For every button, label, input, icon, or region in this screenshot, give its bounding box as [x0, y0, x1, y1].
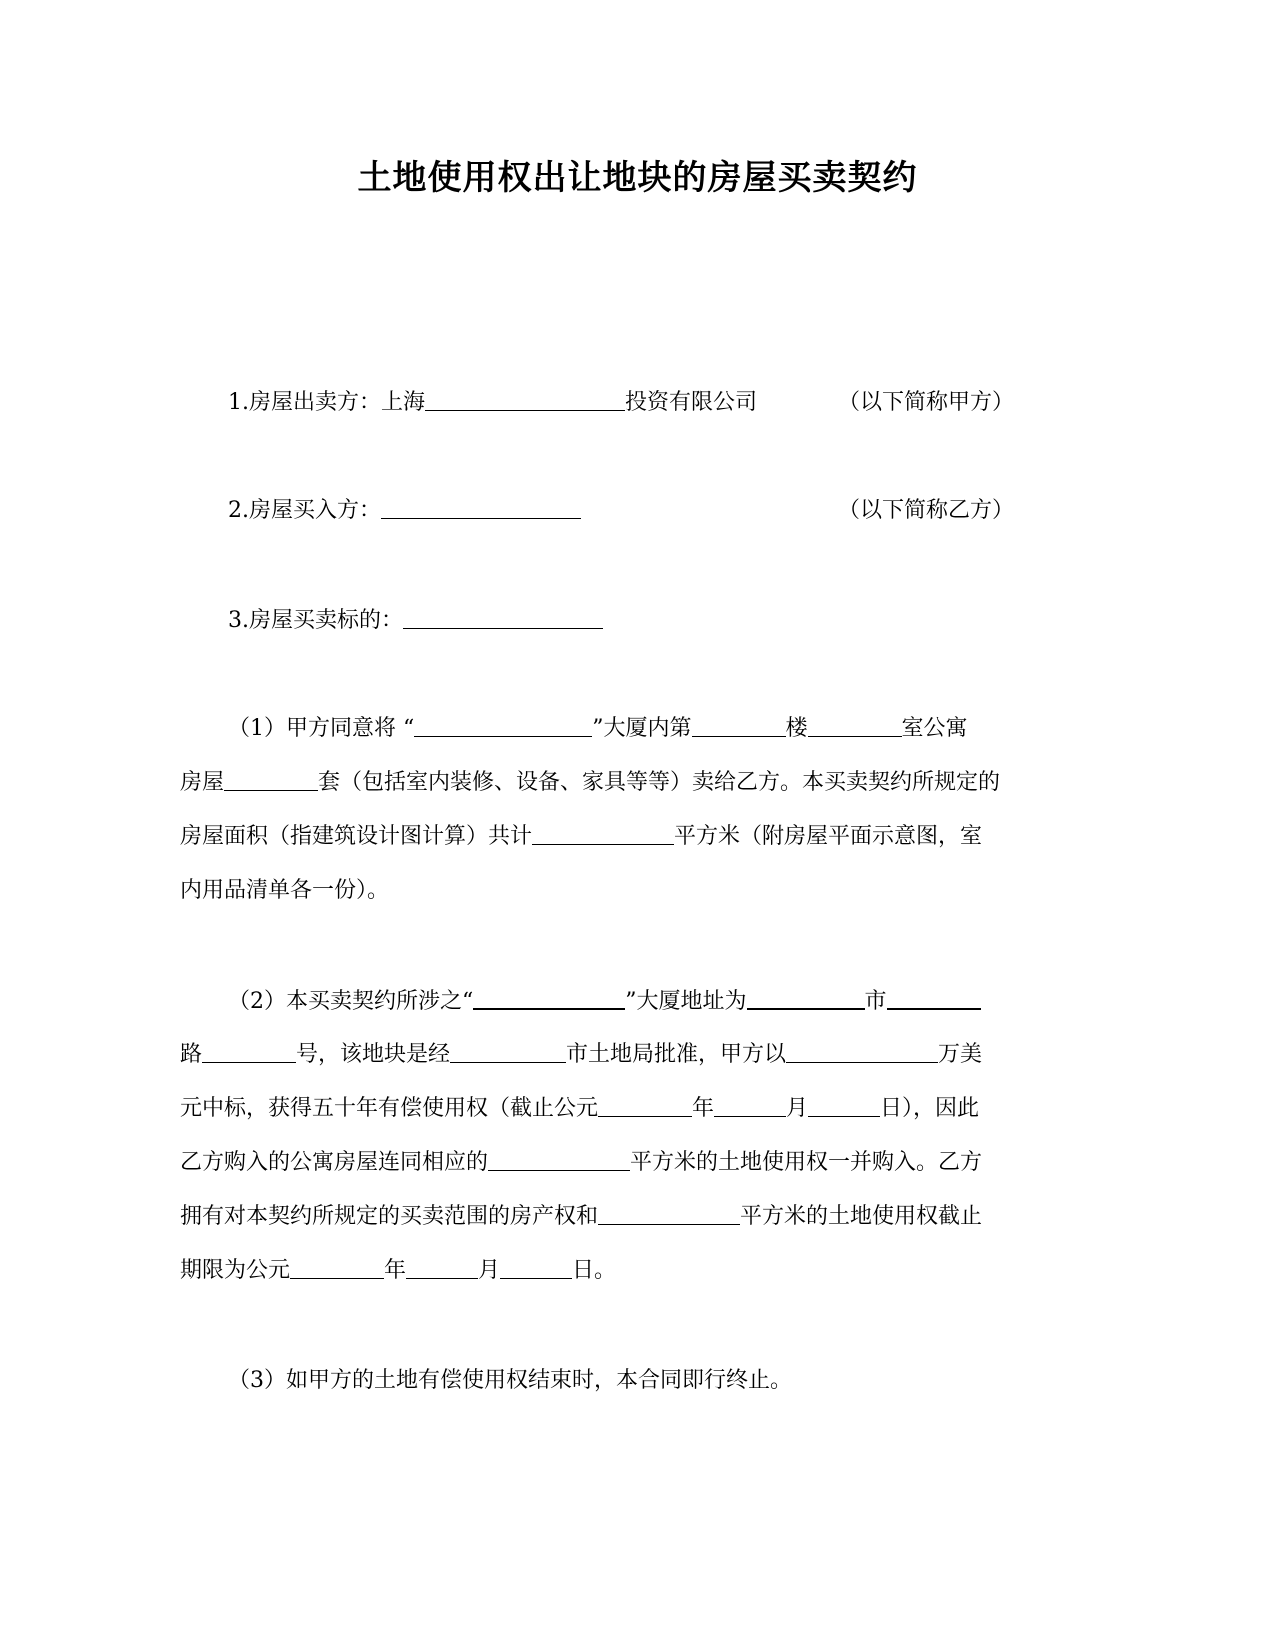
- building-name-blank-2[interactable]: [473, 986, 625, 1010]
- text: 月: [786, 1096, 809, 1121]
- text: 月: [478, 1258, 501, 1283]
- p1-line-4: 内用品清单各一份）。: [180, 878, 390, 903]
- text: 房屋: [180, 770, 225, 795]
- p2-line-1: [228, 986, 981, 1017]
- end-year-blank[interactable]: [290, 1256, 384, 1279]
- building-name-blank[interactable]: [414, 714, 592, 737]
- end-day-blank[interactable]: [500, 1256, 572, 1279]
- p2-line-3: [180, 1094, 979, 1124]
- text: 市土地局批准，甲方以: [566, 1042, 787, 1067]
- p1-line-1: [228, 714, 968, 744]
- p3-line: （3）如甲方的土地有偿使用权结束时，本合同即行终止。: [228, 1368, 792, 1393]
- bid-amount-blank[interactable]: [786, 1040, 938, 1063]
- text: 市: [864, 989, 887, 1014]
- text: 楼: [785, 716, 808, 741]
- text: 路: [180, 1042, 203, 1067]
- text: 平方米的土地使用权截止: [740, 1204, 983, 1229]
- units-blank[interactable]: [224, 768, 318, 791]
- land-area-blank[interactable]: [488, 1148, 630, 1171]
- text: （2）本买卖契约所涉之“: [228, 989, 474, 1014]
- number-blank[interactable]: [202, 1040, 296, 1063]
- text: 号，该地块是经: [296, 1042, 451, 1067]
- p1-line-3: [180, 822, 982, 852]
- seller-note: （以下简称甲方）: [838, 390, 1015, 415]
- floor-blank[interactable]: [692, 714, 786, 737]
- month-blank[interactable]: [714, 1094, 786, 1117]
- text: （1）甲方同意将 “: [228, 716, 415, 741]
- text: 万美: [938, 1042, 983, 1067]
- city-blank[interactable]: [747, 986, 865, 1010]
- seller-line: [228, 388, 757, 418]
- text: 期限为公元: [180, 1258, 291, 1283]
- subject-blank[interactable]: [403, 606, 603, 629]
- year-blank[interactable]: [598, 1094, 692, 1117]
- road-blank[interactable]: [887, 986, 981, 1010]
- p2-line-2: [180, 1040, 982, 1070]
- end-month-blank[interactable]: [406, 1256, 478, 1279]
- text: 日），因此: [880, 1096, 980, 1121]
- text: 套（包括室内装修、设备、家具等等）卖给乙方。本买卖契约所规定的: [318, 770, 1001, 795]
- text: 平方米（附房屋平面示意图，室: [674, 824, 983, 849]
- text: 房屋面积（指建筑设计图计算）共计: [180, 824, 533, 849]
- text: 拥有对本契约所规定的买卖范围的房产权和: [180, 1204, 599, 1229]
- seller-label: 1.房屋出卖方：上海: [228, 390, 425, 415]
- text: ”大厦地址为: [625, 989, 747, 1014]
- p1-line-2: [180, 768, 1000, 798]
- text: 年: [692, 1096, 715, 1121]
- text: 平方米的土地使用权一并购入。乙方: [630, 1150, 983, 1175]
- p2-line-5: [180, 1202, 982, 1232]
- document-title: 土地使用权出让地块的房屋买卖契约: [357, 158, 918, 198]
- seller-name-blank[interactable]: [425, 388, 625, 411]
- seller-suffix: 投资有限公司: [625, 390, 758, 415]
- land-bureau-city-blank[interactable]: [450, 1040, 566, 1063]
- text: 室公寓: [901, 716, 968, 741]
- buyer-name-blank[interactable]: [381, 496, 581, 519]
- p2-line-6: [180, 1256, 616, 1286]
- day-blank[interactable]: [808, 1094, 880, 1117]
- subject-label: 3.房屋买卖标的：: [228, 608, 403, 633]
- room-blank[interactable]: [808, 714, 902, 737]
- buyer-line: [228, 496, 581, 526]
- buyer-note: （以下简称乙方）: [838, 498, 1015, 523]
- text: 年: [384, 1258, 407, 1283]
- p2-line-4: [180, 1148, 982, 1178]
- text: ”大厦内第: [592, 716, 692, 741]
- land-area-blank-2[interactable]: [598, 1202, 740, 1225]
- buyer-label: 2.房屋买入方：: [228, 498, 381, 523]
- text: 日。: [572, 1258, 617, 1283]
- text: 乙方购入的公寓房屋连同相应的: [180, 1150, 489, 1175]
- text: 元中标，获得五十年有偿使用权（截止公元: [180, 1096, 599, 1121]
- subject-line: [228, 606, 603, 636]
- area-blank[interactable]: [532, 822, 674, 845]
